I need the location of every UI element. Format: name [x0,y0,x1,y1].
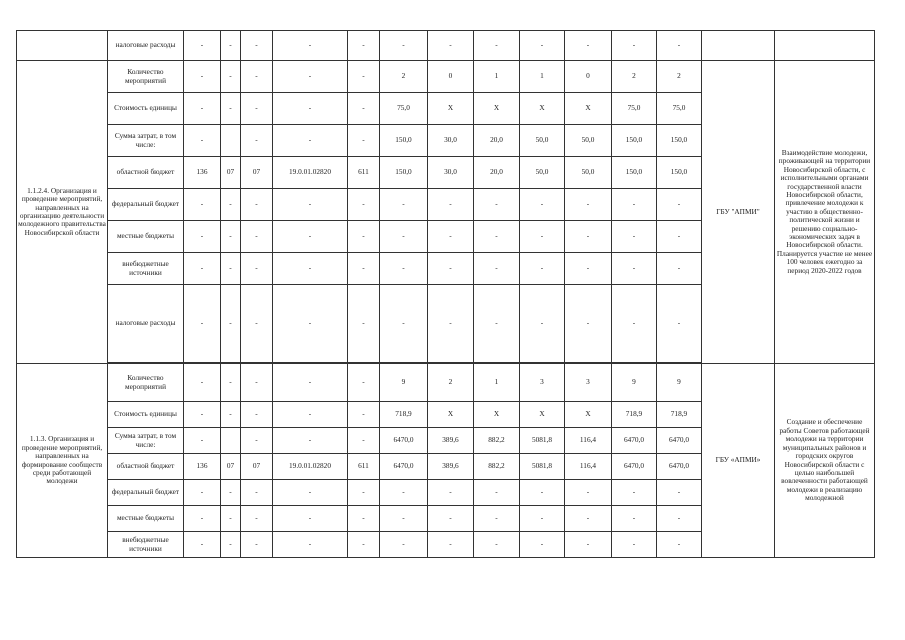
table-row: 1.1.3. Организация и проведение мероприятий, направленных на формирование сообществ среди работающей молодежи Количество мероприятий - - - - - 9 2 1 3 3 9 9 ГБУ «АПМИ» Создание и обеспечение работы Советов работающей молодежи на территории муниципальных районов и городских округов Новосибирской области с целью наибольшей вовлеченности работающей молодежи в реализацию молодежной [17,364,875,402]
row-label: областной бюджет [108,157,184,189]
row-label: внебюджетные источники [108,253,184,285]
row-label: Количество мероприятий [108,61,184,93]
activity-description: Взаимодействие молодежи, проживающей на территории Новосибирской области, с исполнительными органами государственной власти Новосибирской области, привлечение молодежи к участию в общественно-политической жизни и решению социально-экономических задач в Новосибирской области. Планируется участие не менее 100 человек ежегодно за период 2020-2022 годов [775,61,875,364]
budget-table [16,30,875,558]
table-row: областной бюджет 136 07 07 19.0.01.02820 611 150,0 30,0 20,0 50,0 50,0 150,0 150,0 [17,157,875,189]
activity-description: Создание и обеспечение работы Советов работающей молодежи на территории муниципальных районов и городских округов Новосибирской области с целью наибольшей вовлеченности работающей молодежи в реализацию молодежной [775,364,875,558]
row-label: Стоимость единицы [108,402,184,428]
row-label: федеральный бюджет [108,480,184,506]
row-label: Стоимость единицы [108,93,184,125]
row-label: местные бюджеты [108,506,184,532]
row-label: Сумма затрат, в том числе: [108,125,184,157]
table-row: Стоимость единицы - - - - - 718,9 X X X X 718,9 718,9 [17,402,875,428]
row-label: федеральный бюджет [108,189,184,221]
table-row: внебюджетные источники - - - - - - - - - - - - [17,532,875,558]
table-row: федеральный бюджет - - - - - - - - - - - - [17,189,875,221]
table-row: местные бюджеты - - - - - - - - - - - - [17,221,875,253]
table-row: налоговые расходы - - - - - - - - - - - - [17,285,875,363]
table-row: налоговые расходы - - - - - - - - - - - - [17,31,875,61]
executor: ГБУ "АПМИ" [702,61,775,364]
row-label: Количество мероприятий [108,364,184,402]
table-row: местные бюджеты - - - - - - - - - - - - [17,506,875,532]
table-row: Стоимость единицы - - - - - 75,0 X X X X 75,0 75,0 [17,93,875,125]
activity-name: 1.1.2.4. Организация и проведение мероприятий, направленных на организацию деятельности молодежного правительства Новосибирской области [17,61,108,364]
table-row: Сумма затрат, в том числе: - - - - 6470,0 389,6 882,2 5081,8 116,4 6470,0 6470,0 [17,428,875,454]
table-row: 1.1.2.4. Организация и проведение мероприятий, направленных на организацию деятельности молодежного правительства Новосибирской области Количество мероприятий - - - - - 2 0 1 1 0 2 2 ГБУ "АПМИ" Взаимодействие молодежи, проживающей на территории Новосибирской области, с исполнительными органами государственной власти Новосибирской области, привлечение молодежи к участию в общественно-политической жизни и решению социально-экономических задач в Новосибирской области. Планируется участие не менее 100 человек ежегодно за период 2020-2022 годов [17,61,875,93]
row-label: местные бюджеты [108,221,184,253]
table-row: Сумма затрат, в том числе: - - - - 150,0 30,0 20,0 50,0 50,0 150,0 150,0 [17,125,875,157]
table-row: внебюджетные источники - - - - - - - - - - - - [17,253,875,285]
activity-name: 1.1.3. Организация и проведение мероприятий, направленных на формирование сообществ среди работающей молодежи [17,364,108,558]
table-row: областной бюджет 136 07 07 19.0.01.02820 611 6470,0 389,6 882,2 5081,8 116,4 6470,0 6470,0 [17,454,875,480]
row-label: налоговые расходы [108,285,184,363]
executor: ГБУ «АПМИ» [702,364,775,558]
row-label: налоговые расходы [108,31,184,61]
row-label: областной бюджет [108,454,184,480]
row-label: Сумма затрат, в том числе: [108,428,184,454]
table-row: федеральный бюджет - - - - - - - - - - - - [17,480,875,506]
row-label: внебюджетные источники [108,532,184,558]
